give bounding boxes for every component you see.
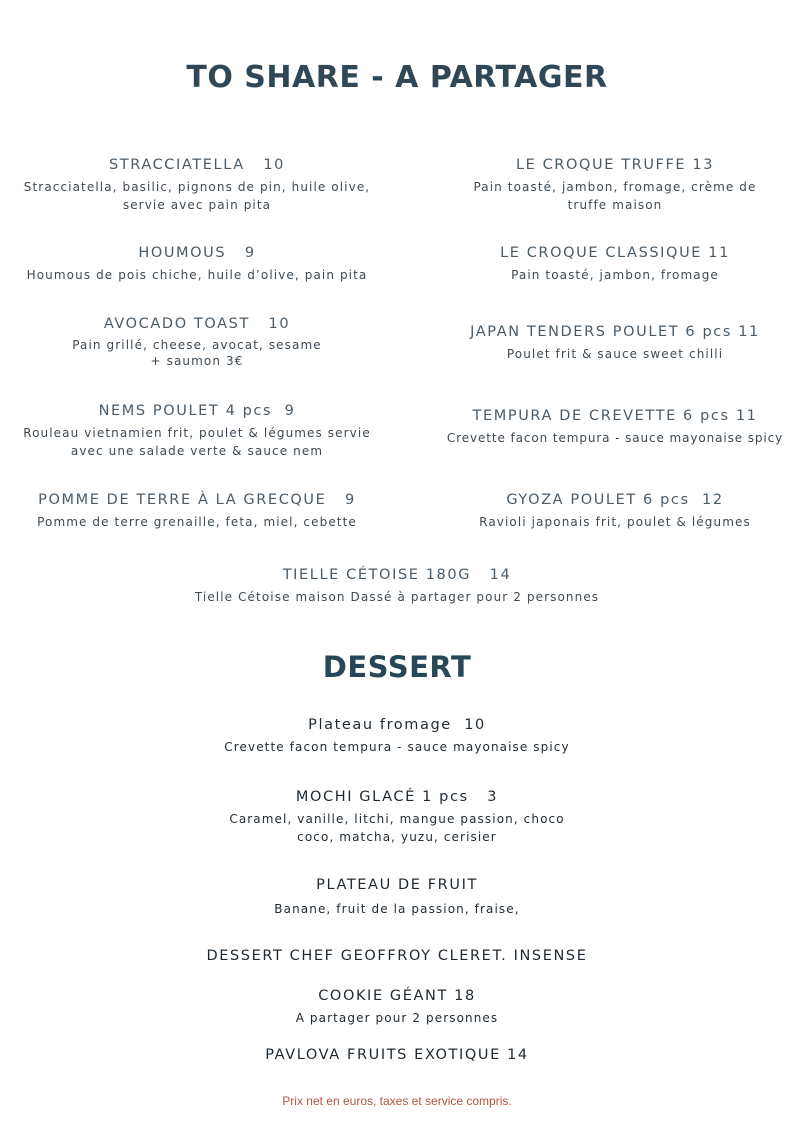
menu-item-nems-poulet	[10, 402, 384, 460]
item-name: TEMPURA DE CREVETTE 6 pcs 11	[472, 408, 758, 424]
dessert-mochi-glace	[0, 788, 794, 846]
item-description: Pomme de terre grenaille, feta, miel, cebette	[37, 515, 357, 529]
section-title-dessert: DESSERT	[322, 650, 472, 684]
dessert-plateau-de-fruit	[0, 876, 794, 918]
item-name: STRACCIATELLA 10	[108, 157, 286, 173]
item-name: LE CROQUE TRUFFE 13	[515, 157, 715, 173]
item-description: Tielle Cétoise maison Dassé à partager pour 2 personnes	[194, 590, 600, 604]
item-name: JAPAN TENDERS POULET 6 pcs 11	[470, 324, 760, 340]
menu-item-croque-truffe	[440, 156, 790, 214]
item-name: DESSERT CHEF GEOFFROY CLERET. INSENSE	[206, 948, 588, 964]
item-name: COOKIE GÉANT 18	[318, 988, 476, 1004]
menu-item-croque-classique	[440, 244, 790, 284]
item-name: AVOCADO TOAST 10	[103, 316, 291, 332]
dessert-chef-geoffroy	[0, 947, 794, 965]
item-name: GYOZA POULET 6 pcs 12	[506, 492, 724, 508]
menu-item-avocado-toast	[10, 315, 384, 369]
dessert-pavlova	[0, 1046, 794, 1064]
item-name: POMME DE TERRE À LA GRECQUE 9	[38, 492, 356, 508]
item-description: Crevette facon tempura - sauce mayonaise spicy	[224, 740, 570, 754]
item-name: MOCHI GLACÉ 1 pcs 3	[295, 789, 499, 805]
menu-item-pomme-de-terre	[10, 491, 384, 531]
item-description: Pain toasté, jambon, fromage, crème de truffe maison	[473, 180, 757, 212]
item-name: LE CROQUE CLASSIQUE 11	[500, 245, 730, 261]
item-description: Houmous de pois chiche, huile d’olive, pain pita	[26, 268, 368, 282]
item-description: Ravioli japonais frit, poulet & légumes	[479, 515, 751, 529]
item-name: PLATEAU DE FRUIT	[316, 877, 478, 893]
dessert-cookie-geant	[0, 987, 794, 1027]
item-description: Pain grillé, cheese, avocat, sesame + saumon 3€	[72, 338, 322, 368]
section-title-share: TO SHARE - A PARTAGER	[186, 60, 608, 95]
item-description: Caramel, vanille, litchi, mangue passion, choco coco, matcha, yuzu, cerisier	[229, 812, 565, 844]
item-description: Rouleau vietnamien frit, poulet & légumes servie avec une salade verte & sauce nem	[23, 426, 371, 458]
price-footnote: Prix net en euros, taxes et service compris.	[282, 1094, 512, 1108]
item-description: Crevette facon tempura - sauce mayonaise spicy	[446, 431, 784, 445]
menu-item-stracciatella	[10, 156, 384, 214]
item-name: TIELLE CÉTOISE 180G 14	[282, 567, 512, 583]
item-name: Plateau fromage 10	[308, 717, 486, 733]
menu-item-gyoza-poulet	[440, 491, 790, 531]
item-description: Banane, fruit de la passion, fraise,	[274, 902, 520, 916]
item-description: A partager pour 2 personnes	[295, 1011, 499, 1025]
menu-item-tempura-crevette	[440, 407, 790, 447]
menu-item-tielle-cetoise	[0, 566, 794, 606]
item-name: PAVLOVA FRUITS EXOTIQUE 14	[265, 1047, 529, 1063]
item-description: Poulet frit & sauce sweet chilli	[506, 347, 724, 361]
menu-item-houmous	[10, 244, 384, 284]
item-name: HOUMOUS 9	[138, 245, 256, 261]
item-name: NEMS POULET 4 pcs 9	[98, 403, 296, 419]
item-description: Stracciatella, basilic, pignons de pin, huile olive, servie avec pain pita	[23, 180, 371, 212]
menu-item-japan-tenders	[440, 323, 790, 363]
dessert-plateau-fromage	[0, 716, 794, 756]
item-description: Pain toasté, jambon, fromage	[511, 268, 719, 282]
